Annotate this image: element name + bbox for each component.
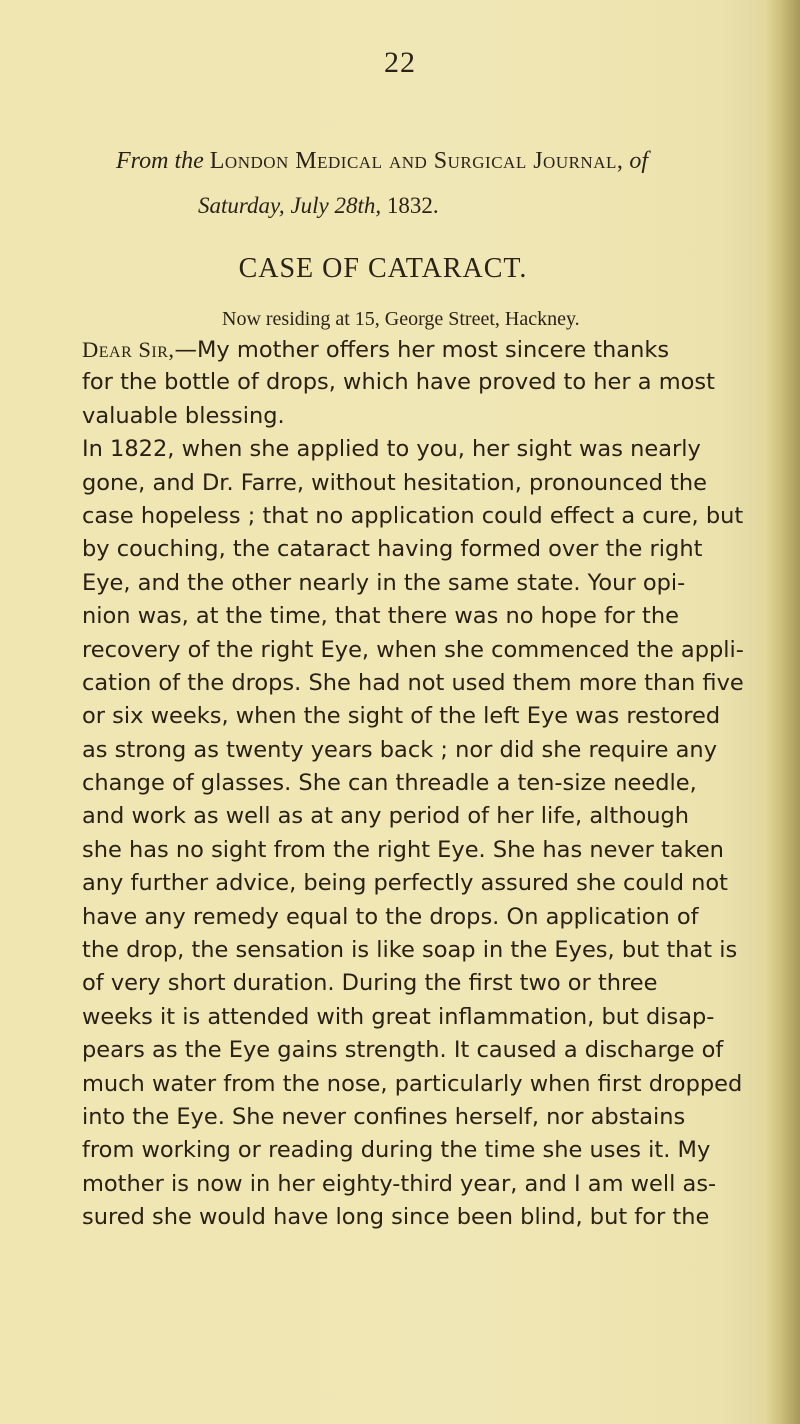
letter-body [82,333,742,1235]
source-citation [116,143,756,179]
text-line: the drop, the sensation is like soap in the Eyes, but that is [82,937,738,964]
source-month-day: July 28th, [290,193,382,218]
source-journal: London Medical and Surgical Journal, [209,148,624,174]
page-number: 22 [384,46,416,79]
text-line: or six weeks, when the sight of the left Eye was restored [82,703,721,730]
source-from: From the [116,148,204,174]
case-title: CASE OF CATARACT. [238,253,528,284]
text-line: Eye, and the other nearly in the same state. Your opi- [82,569,686,596]
text-line: sured she would have long since been blind, but for the [82,1204,710,1231]
text-line: mother is now in her eighty-third year, and I am well as- [82,1170,717,1197]
text-line: nion was, at the time, that there was no hope for the [82,603,679,630]
source-date [198,190,439,222]
text-line: by couching, the cataract having formed over the right [82,536,703,563]
source-year: 1832. [386,193,439,218]
text-line: she has no sight from the right Eye. She has never taken [82,836,724,863]
text-line: pears as the Eye gains strength. It caused a discharge of [82,1037,724,1064]
text-line: change of glasses. She can threadle a ten-size needle, [82,770,697,797]
text-line: for the bottle of drops, which have proved to her a most [82,369,715,396]
text-line: have any remedy equal to the drops. On application of [82,903,699,930]
text-line: valuable blessing. [82,402,285,429]
page-edge-shadow [754,0,800,1424]
text-line: case hopeless ; that no application could effect a cure, but [82,502,744,529]
text-line: Dear Sir,—My mother offers her most sincere thanks [82,337,670,363]
text-line: much water from the nose, particularly when first dropped [82,1070,743,1097]
text-line: cation of the drops. She had not used them more than five [82,669,744,696]
text-line: and work as well as at any period of her life, although [82,803,690,830]
text-line: as strong as twenty years back ; nor did she require any [82,736,718,763]
text-line: weeks it is attended with great inflammation, but disap- [82,1003,715,1030]
text-line: In 1822, when she applied to you, her sight was nearly [82,436,701,463]
residence-note: Now residing at 15, George Street, Hackney. [222,308,580,330]
source-of: of [629,148,649,174]
source-day: Saturday, [198,193,285,218]
text-line: gone, and Dr. Farre, without hesitation, pronounced the [82,469,707,496]
text-line: of very short duration. During the first two or three [82,970,658,997]
text-line: any further advice, being perfectly assured she could not [82,870,728,897]
text-line: recovery of the right Eye, when she commenced the appli- [82,636,744,663]
text-line: into the Eye. She never confines herself, nor abstains [82,1103,686,1130]
salutation: Dear Sir, [82,337,175,362]
text-line: from working or reading during the time she uses it. My [82,1137,711,1164]
